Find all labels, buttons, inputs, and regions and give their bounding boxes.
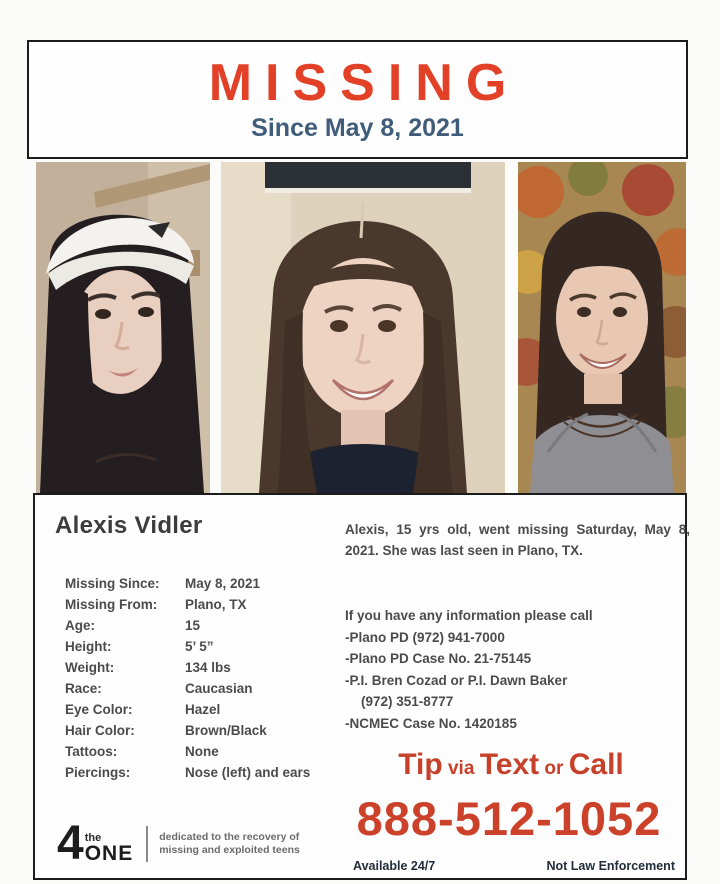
detail-value: Hazel: [185, 702, 221, 717]
detail-value: 15: [185, 618, 201, 633]
law-enforcement-note: Not Law Enforcement: [546, 859, 675, 873]
logo-digit-4: 4: [57, 817, 84, 870]
photo-left-illustration: [36, 162, 210, 493]
detail-value: Brown/Black: [185, 723, 267, 738]
detail-row: [65, 636, 310, 657]
detail-row: [65, 615, 310, 636]
logo-the: the: [84, 831, 102, 844]
detail-label: Tattoos:: [65, 744, 118, 759]
detail-label: Height:: [65, 639, 112, 654]
detail-row: [65, 657, 310, 678]
detail-label: Age:: [65, 618, 95, 633]
person-name: Alexis Vidler: [55, 512, 203, 539]
contact-info-block: [345, 605, 690, 734]
logo-one: ONE: [84, 841, 134, 865]
logo-tagline-line1: dedicated to the recovery of: [159, 830, 300, 843]
detail-value: 5’ 5”: [185, 639, 214, 654]
detail-label: Race:: [65, 681, 102, 696]
header-box: [27, 40, 688, 159]
photo-right: [518, 162, 686, 493]
detail-label: Missing Since:: [65, 576, 160, 591]
detail-value: May 8, 2021: [185, 576, 261, 591]
tip-line: [333, 748, 689, 782]
detail-value: None: [185, 744, 219, 759]
contact-line: -P.I. Bren Cozad or P.I. Dawn Baker: [345, 672, 568, 688]
contact-line: -Plano PD (972) 941-7000: [345, 629, 505, 645]
detail-label: Eye Color:: [65, 702, 133, 717]
logo-the-one-stack: [85, 833, 134, 864]
contact-line: -NCMEC Case No. 1420185: [345, 715, 517, 731]
availability-note: Available 24/7: [353, 859, 436, 873]
tip-connector-or: or: [539, 758, 569, 779]
detail-value: Nose (left) and ears: [185, 765, 311, 780]
details-table: [65, 573, 310, 783]
detail-row: [65, 762, 310, 783]
detail-label: Missing From:: [65, 597, 158, 612]
detail-row: [65, 594, 310, 615]
detail-row: [65, 573, 310, 594]
detail-label: Hair Color:: [65, 723, 135, 738]
logo-tagline-line2: missing and exploited teens: [159, 844, 300, 856]
contact-lines: [345, 627, 690, 735]
detail-row: [65, 720, 310, 741]
photo-right-illustration: [518, 162, 686, 493]
photo-middle: [221, 162, 505, 493]
detail-value: Caucasian: [185, 681, 253, 696]
tip-phone-number: 888-512-1052: [356, 792, 662, 845]
detail-row: [65, 678, 310, 699]
detail-label: Piercings:: [65, 765, 131, 780]
detail-row: [65, 741, 310, 762]
detail-value: Plano, TX: [185, 597, 247, 612]
footer-notes: [353, 859, 675, 873]
info-box: [33, 493, 690, 880]
summary-paragraph: Alexis, 15 yrs old, went missing Saturday, May 8, 2021. She was last seen in Plano, TX.: [345, 522, 690, 558]
tip-word-text: Text: [479, 748, 540, 781]
tip-word-tip: Tip: [398, 748, 443, 781]
logo-tagline: [159, 831, 300, 858]
org-logo: [57, 817, 300, 870]
right-column: [345, 519, 690, 734]
contact-line: (972) 351-8777: [361, 694, 454, 709]
contact-line: -Plano PD Case No. 21-75145: [345, 651, 532, 666]
tip-word-call: Call: [568, 748, 624, 781]
tip-connector-via: via: [442, 758, 480, 779]
info-heading: If you have any information please call: [345, 608, 593, 623]
detail-label: Weight:: [65, 660, 115, 675]
detail-value: 134 lbs: [185, 660, 231, 675]
detail-row: [65, 699, 310, 720]
missing-since-subtitle: Since May 8, 2021: [251, 114, 464, 142]
logo-divider: [146, 826, 148, 862]
photo-middle-illustration: [221, 162, 505, 493]
photo-left: [36, 162, 210, 493]
missing-title: MISSING: [208, 54, 520, 112]
